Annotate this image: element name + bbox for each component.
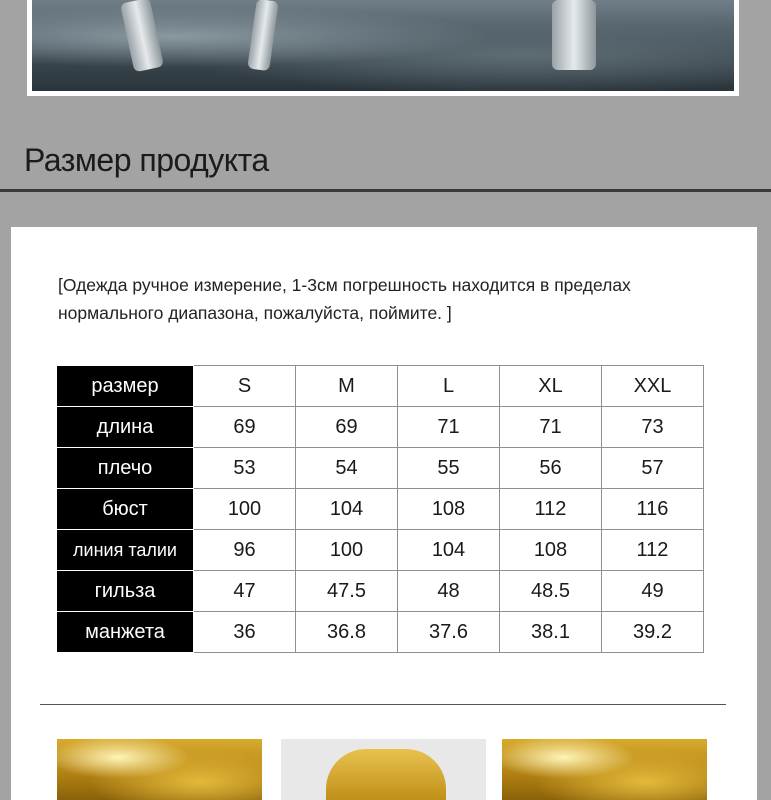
table-cell: 36 <box>194 612 296 653</box>
table-cell: 104 <box>296 489 398 530</box>
table-cell: 47 <box>194 571 296 612</box>
table-cell: 55 <box>398 448 500 489</box>
size-chart-table <box>56 365 704 653</box>
table-cell: 112 <box>500 489 602 530</box>
table-cell: 71 <box>500 407 602 448</box>
table-cell: 112 <box>602 530 704 571</box>
table-cell: 38.1 <box>500 612 602 653</box>
table-row <box>57 530 704 571</box>
table-cell: 108 <box>398 489 500 530</box>
table-cell: 57 <box>602 448 704 489</box>
table-row <box>57 612 704 653</box>
size-header-cell: XXL <box>602 366 704 407</box>
measurement-note: [Одежда ручное измерение, 1-3см погрешность находится в пределах нормального диапазона, пожалуйста, поймите. ] <box>58 275 631 323</box>
table-cell: 39.2 <box>602 612 704 653</box>
section-title: Размер продукта <box>24 142 269 178</box>
row-label: плечо <box>57 448 194 489</box>
row-label: линия талии <box>57 530 194 571</box>
header-divider <box>0 189 771 192</box>
table-row <box>57 407 704 448</box>
table-cell: 36.8 <box>296 612 398 653</box>
top-product-photo <box>27 0 739 96</box>
row-label: гильза <box>57 571 194 612</box>
table-cell: 48.5 <box>500 571 602 612</box>
product-thumbnail-front <box>57 739 262 800</box>
photo-scene <box>32 0 734 91</box>
size-header-cell: S <box>194 366 296 407</box>
size-header-cell: L <box>398 366 500 407</box>
table-cell: 96 <box>194 530 296 571</box>
bottom-divider <box>40 704 726 705</box>
table-cell: 108 <box>500 530 602 571</box>
table-cell: 56 <box>500 448 602 489</box>
table-cell: 37.6 <box>398 612 500 653</box>
row-label: манжета <box>57 612 194 653</box>
size-header-cell: M <box>296 366 398 407</box>
table-cell: 48 <box>398 571 500 612</box>
table-cell: 104 <box>398 530 500 571</box>
table-row <box>57 489 704 530</box>
size-header-cell: XL <box>500 366 602 407</box>
row-label: размер <box>57 366 194 407</box>
table-header-row <box>57 366 704 407</box>
table-cell: 100 <box>194 489 296 530</box>
table-cell: 71 <box>398 407 500 448</box>
table-cell: 69 <box>296 407 398 448</box>
table-cell: 49 <box>602 571 704 612</box>
table-cell: 54 <box>296 448 398 489</box>
table-cell: 47.5 <box>296 571 398 612</box>
row-label: длина <box>57 407 194 448</box>
row-label: бюст <box>57 489 194 530</box>
table-cell: 73 <box>602 407 704 448</box>
product-thumbnail-hood <box>281 739 486 800</box>
table-cell: 116 <box>602 489 704 530</box>
table-row <box>57 448 704 489</box>
table-cell: 69 <box>194 407 296 448</box>
product-thumbnail-back <box>502 739 707 800</box>
photo-leg-center <box>247 0 279 71</box>
hood-shape <box>326 749 446 800</box>
table-cell: 100 <box>296 530 398 571</box>
table-cell: 53 <box>194 448 296 489</box>
photo-leg-left <box>120 0 164 72</box>
table-row <box>57 571 704 612</box>
photo-leg-right <box>552 0 596 70</box>
